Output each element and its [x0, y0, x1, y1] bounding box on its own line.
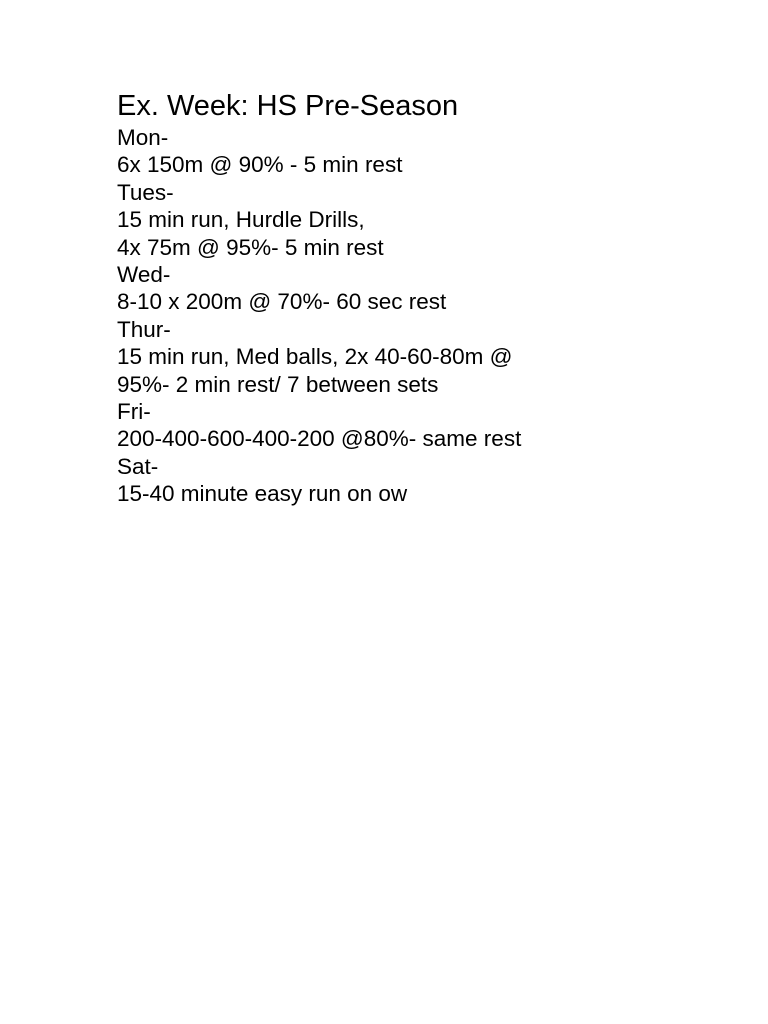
- day-label-mon: Mon-: [117, 125, 169, 150]
- day-label-tues: Tues-: [117, 179, 174, 205]
- day-block-fri: [117, 398, 737, 453]
- day-block-wed: [117, 261, 737, 316]
- day-label-sat: Sat-: [117, 453, 159, 479]
- document-title: Ex. Week: HS Pre-Season: [117, 90, 459, 122]
- day-label-thur: Thur-: [117, 316, 171, 342]
- day-block-tues: [117, 179, 737, 261]
- workout-line: 15 min run, Med balls, 2x 40-60-80m @: [117, 344, 513, 370]
- day-label-wed: Wed-: [117, 262, 171, 288]
- workout-line: 15 min run, Hurdle Drills,: [117, 207, 365, 233]
- workout-line: 15-40 minute easy run on ow: [117, 481, 408, 507]
- workout-line: 200-400-600-400-200 @80%- same rest: [117, 426, 522, 452]
- document-page: [117, 88, 737, 508]
- workout-line: 8-10 x 200m @ 70%- 60 sec rest: [117, 289, 447, 315]
- day-block-thur: [117, 316, 737, 398]
- day-label-fri: Fri-: [117, 399, 151, 425]
- workout-line: 6x 150m @ 90% - 5 min rest: [117, 152, 403, 178]
- day-block-sat: [117, 453, 737, 508]
- workout-line: 95%- 2 min rest/ 7 between sets: [117, 371, 439, 397]
- workout-line: 4x 75m @ 95%- 5 min rest: [117, 234, 384, 260]
- day-block-mon: [117, 124, 737, 179]
